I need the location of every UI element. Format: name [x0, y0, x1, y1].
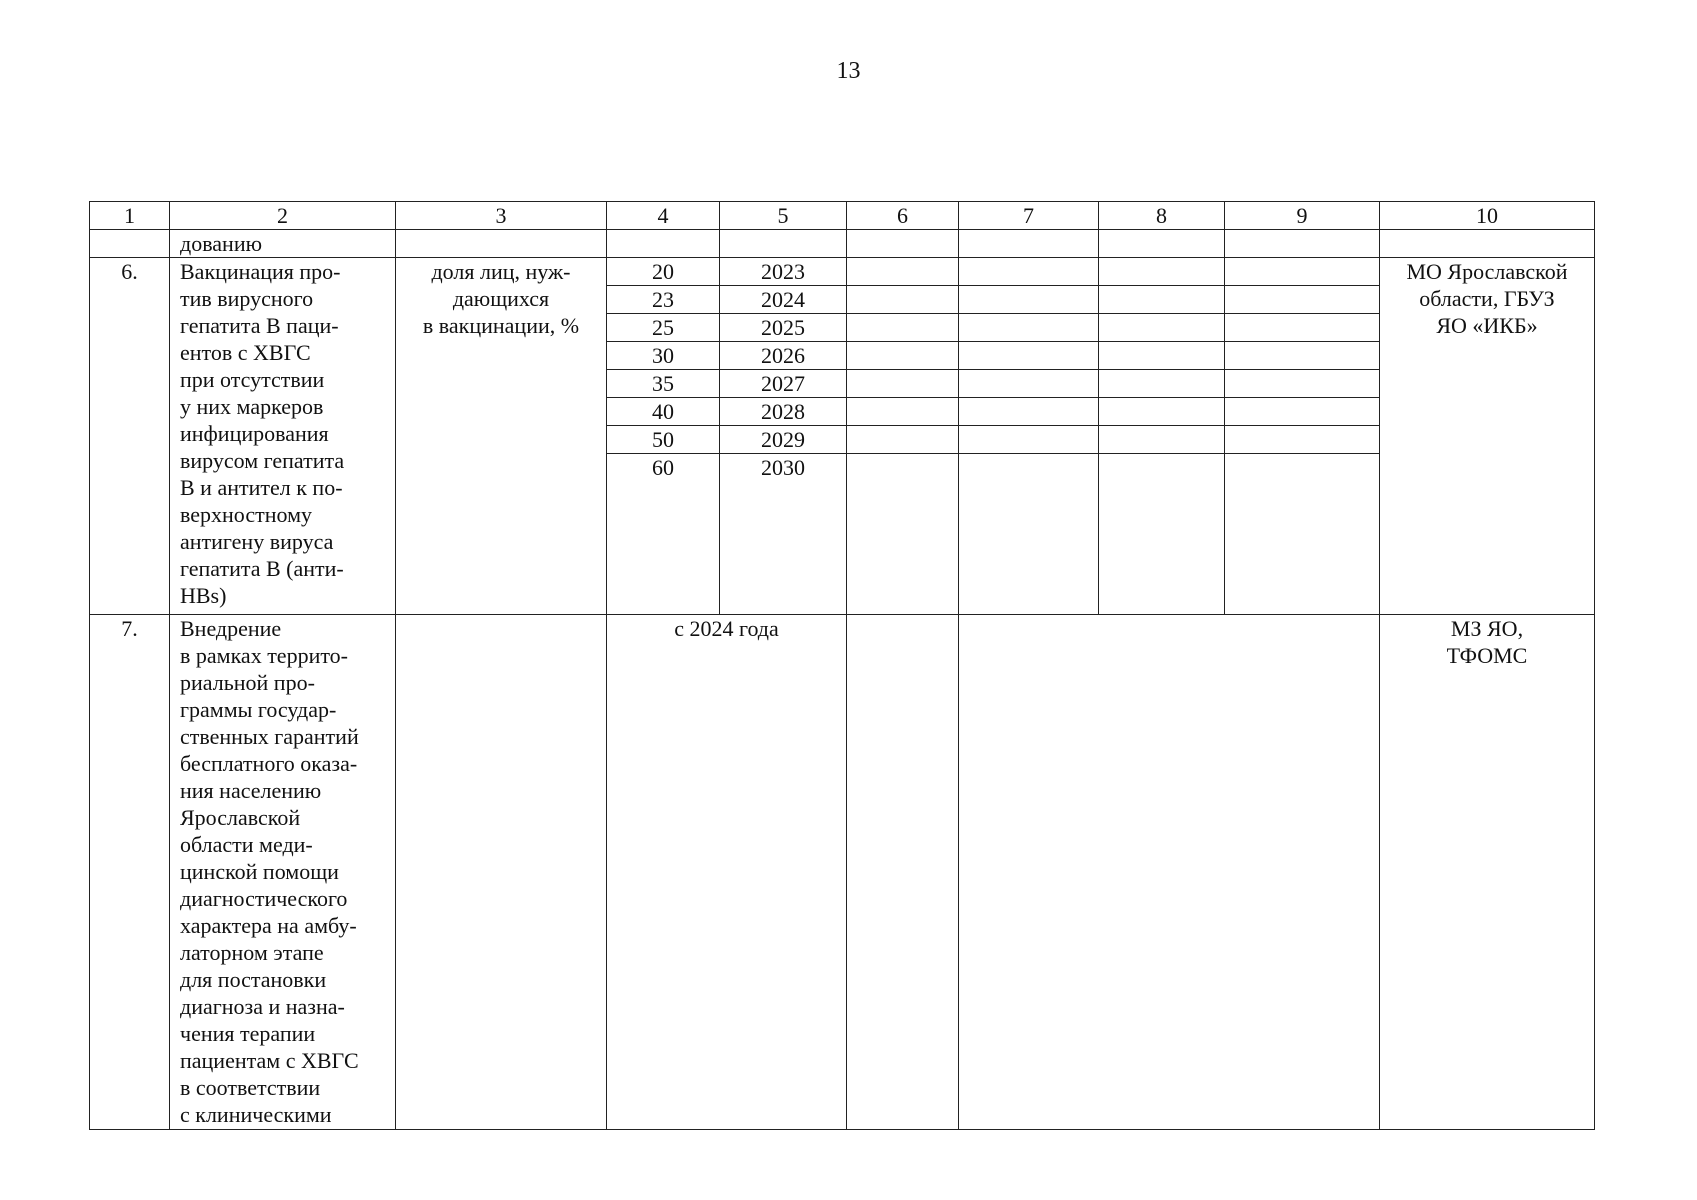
- table-header-row: [90, 202, 1595, 230]
- description-line: латорном этапе: [180, 940, 324, 965]
- target-value: 50: [607, 426, 720, 454]
- table-row: [90, 258, 1595, 286]
- row-number: 7.: [90, 615, 170, 1130]
- description-line: для постановки: [180, 967, 327, 992]
- description-line: вирусом гепатита: [180, 448, 345, 473]
- column-header: 4: [607, 202, 720, 230]
- responsible-executor: [1380, 258, 1595, 615]
- continuation-row: [90, 230, 1595, 258]
- target-year: 2028: [720, 398, 847, 426]
- description-line: бесплатного оказа-: [180, 751, 358, 776]
- description-line: с клиническими: [180, 1102, 332, 1127]
- column-header: 7: [959, 202, 1099, 230]
- responsible-executor: [1380, 615, 1595, 1130]
- description-line: в рамках террито-: [180, 643, 348, 668]
- description-line: граммы государ-: [180, 697, 337, 722]
- description-line: в соответствии: [180, 1075, 321, 1100]
- column-header: 10: [1380, 202, 1595, 230]
- description-line: области меди-: [180, 832, 313, 857]
- description-line: диагноза и назна-: [180, 994, 345, 1019]
- description-line: характера на амбу-: [180, 913, 357, 938]
- page-number: 13: [836, 58, 861, 84]
- target-year: 2029: [720, 426, 847, 454]
- description-line: у них маркеров: [180, 394, 324, 419]
- description-line: Внедрение: [180, 616, 282, 641]
- description-line: чения терапии: [180, 1021, 316, 1046]
- description-line: Ярославской: [180, 805, 301, 830]
- target-year: 2027: [720, 370, 847, 398]
- description-line: гепатита В паци-: [180, 313, 339, 338]
- description-line: антигену вируса: [180, 529, 334, 554]
- description-line: верхностному: [180, 502, 312, 527]
- description-line: диагностического: [180, 886, 348, 911]
- column-header: 3: [396, 202, 607, 230]
- implementation-period: с 2024 года: [607, 615, 847, 1130]
- target-year: 2023: [720, 258, 847, 286]
- description-line: ентов с ХВГС: [180, 340, 311, 365]
- responsible-line: ЯО «ИКБ»: [1436, 313, 1538, 338]
- responsible-line: области, ГБУЗ: [1419, 286, 1555, 311]
- target-value: 23: [607, 286, 720, 314]
- description-line: ственных гарантий: [180, 724, 359, 749]
- continuation-text: дованию: [170, 230, 396, 258]
- indicator: [396, 258, 607, 615]
- description-line: ния населению: [180, 778, 322, 803]
- measure-description: [170, 615, 396, 1130]
- measures-table: [89, 201, 1595, 1130]
- responsible-line: МЗ ЯО,: [1450, 616, 1524, 641]
- description-line: при отсутствии: [180, 367, 325, 392]
- column-header: 8: [1099, 202, 1225, 230]
- target-value: 40: [607, 398, 720, 426]
- description-line: В и антител к по-: [180, 475, 343, 500]
- description-line: тив вирусного: [180, 286, 314, 311]
- target-year: 2024: [720, 286, 847, 314]
- description-line: Вакцинация про-: [180, 259, 341, 284]
- measure-description: [170, 258, 396, 615]
- target-value: 25: [607, 314, 720, 342]
- indicator-line: дающихся: [452, 286, 550, 311]
- description-line: инфицирования: [180, 421, 329, 446]
- column-header: 5: [720, 202, 847, 230]
- target-value: 30: [607, 342, 720, 370]
- target-year: 2025: [720, 314, 847, 342]
- description-line: цинской помощи: [180, 859, 339, 884]
- column-header: 1: [90, 202, 170, 230]
- target-value: 35: [607, 370, 720, 398]
- target-value: 20: [607, 258, 720, 286]
- table-row: [90, 615, 1595, 1130]
- target-year: 2030: [720, 454, 847, 615]
- responsible-line: ТФОМС: [1446, 643, 1528, 668]
- target-year: 2026: [720, 342, 847, 370]
- description-line: HBs): [180, 583, 227, 608]
- indicator-line: доля лиц, нуж-: [431, 259, 571, 284]
- indicator-line: в вакцинации, %: [422, 313, 580, 338]
- description-line: пациентам с ХВГС: [180, 1048, 359, 1073]
- responsible-line: МО Ярославской: [1406, 259, 1568, 284]
- column-header: 6: [847, 202, 959, 230]
- column-header: 2: [170, 202, 396, 230]
- column-header: 9: [1225, 202, 1380, 230]
- description-line: гепатита В (анти-: [180, 556, 344, 581]
- row-number: 6.: [90, 258, 170, 615]
- target-value: 60: [607, 454, 720, 615]
- description-line: риальной про-: [180, 670, 315, 695]
